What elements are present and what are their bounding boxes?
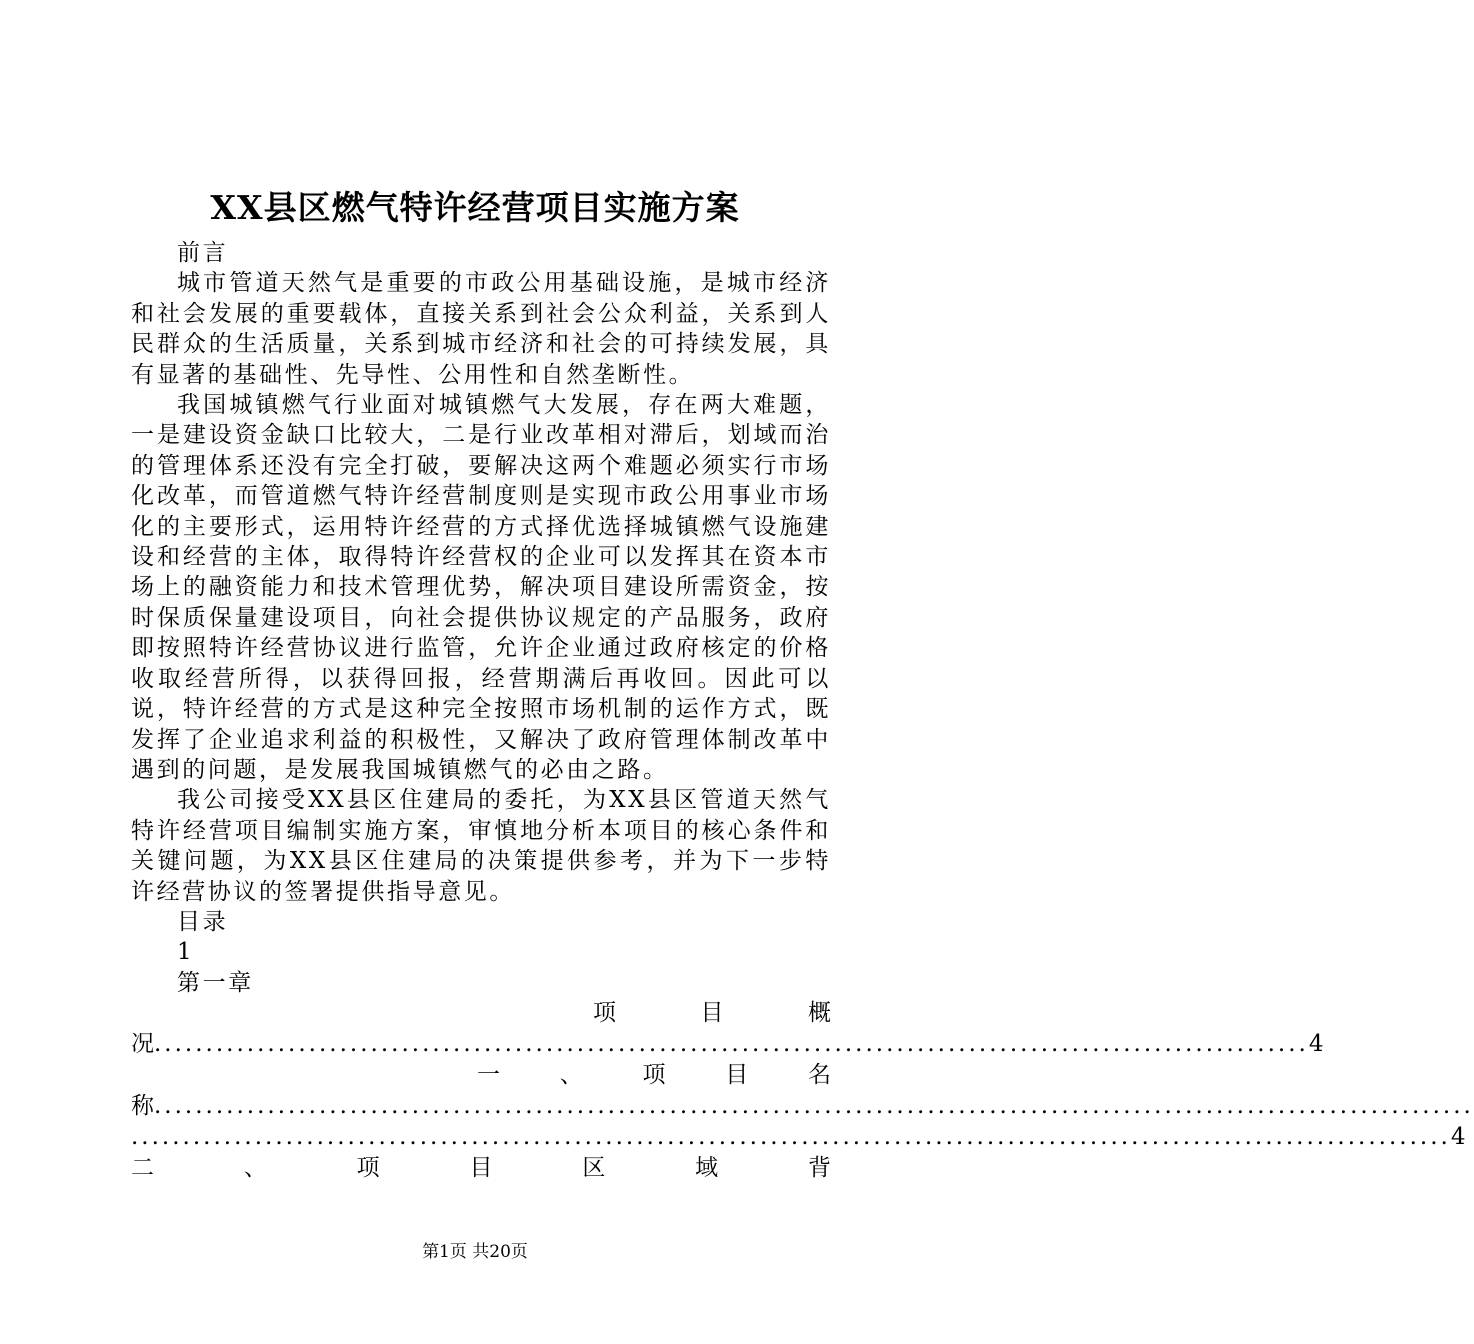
paragraph-1: 城市管道天然气是重要的市政公用基础设施，是城市经济和社会发展的重要载体，直接关系到社会公众利益，关系到人民群众的生活质量，关系到城市经济和社会的可持续发展，具有显著的基础性、先导性、公用性和自然垄断性。 [131, 270, 831, 388]
toc-entry-lead: 称 [131, 1093, 154, 1119]
preface-heading: 前言 [177, 240, 229, 266]
toc-page-number: 4 [1450, 1124, 1466, 1150]
chapter-label: 第一章 [177, 969, 254, 996]
toc-entry-1-spread [131, 998, 831, 1028]
toc-char: 、 [243, 1155, 267, 1181]
toc-char: 一 [477, 1062, 500, 1088]
toc-char: 背 [807, 1155, 831, 1181]
toc-char: 项 [642, 1062, 666, 1088]
toc-char: 区 [582, 1155, 606, 1181]
toc-char: 目 [469, 1155, 493, 1181]
toc-entry-3-spread [131, 1153, 831, 1183]
toc-char: 二 [131, 1155, 154, 1181]
toc-entry-2-spread [131, 1060, 831, 1090]
page-footer: 第1页 共20页 [422, 1242, 528, 1262]
toc-entry-2-leader [131, 1091, 1474, 1121]
toc-dot-leader: ................................................................................................................................ [131, 1124, 1451, 1150]
toc-char: 概 [808, 1000, 831, 1026]
paragraph-3: 我公司接受XX县区住建局的委托，为XX县区管道天然气特许经营项目编制实施方案，审慎地分析本项目的核心条件和关键问题，为XX县区住建局的决策提供参考，并为下一步特许经营协议的签署提供指导意见。 [131, 787, 831, 905]
toc-char: 项 [356, 1155, 380, 1181]
toc-char: 名 [808, 1062, 831, 1088]
toc-char: 域 [695, 1155, 719, 1181]
toc-char: 、 [559, 1062, 583, 1088]
toc-heading: 目录 [177, 908, 229, 935]
toc-char: 项 [593, 1000, 616, 1026]
toc-entry-1-leader [131, 1029, 1324, 1059]
document-title: XX县区燃气特许经营项目实施方案 [210, 188, 740, 227]
toc-dot-leader: ................................................................................................................ [154, 1031, 1309, 1057]
toc-dot-leader: ................................................................................................................................ [154, 1093, 1474, 1119]
toc-char: 目 [700, 1000, 724, 1026]
document-body [131, 238, 831, 998]
toc-number: 1 [177, 939, 195, 966]
toc-char: 目 [725, 1062, 749, 1088]
toc-page-number: 4 [1308, 1031, 1324, 1057]
toc-entry-lead: 况 [131, 1031, 154, 1057]
paragraph-2: 我国城镇燃气行业面对城镇燃气大发展，存在两大难题，一是建设资金缺口比较大，二是行业改革相对滞后，划域而治的管理体系还没有完全打破，要解决这两个难题必须实行市场化改革，而管道燃气特许经营制度则是实现市政公用事业市场化的主要形式，运用特许经营的方式择优选择城镇燃气设施建设和经营的主体，取得特许经营权的企业可以发挥其在资本市场上的融资能力和技术管理优势，解决项目建设所需资金，按时保质保量建设项目，向社会提供协议规定的产品服务，政府即按照特许经营协议进行监管，允许企业通过政府核定的价格收取经营所得，以获得回报，经营期满后再收回。因此可以说，特许经营的方式是这种完全按照市场机制的运作方式，既发挥了企业追求利益的积极性，又解决了政府管理体制改革中遇到的问题，是发展我国城镇燃气的必由之路。 [131, 392, 831, 783]
toc-entry-2-leader-cont [131, 1122, 1466, 1152]
